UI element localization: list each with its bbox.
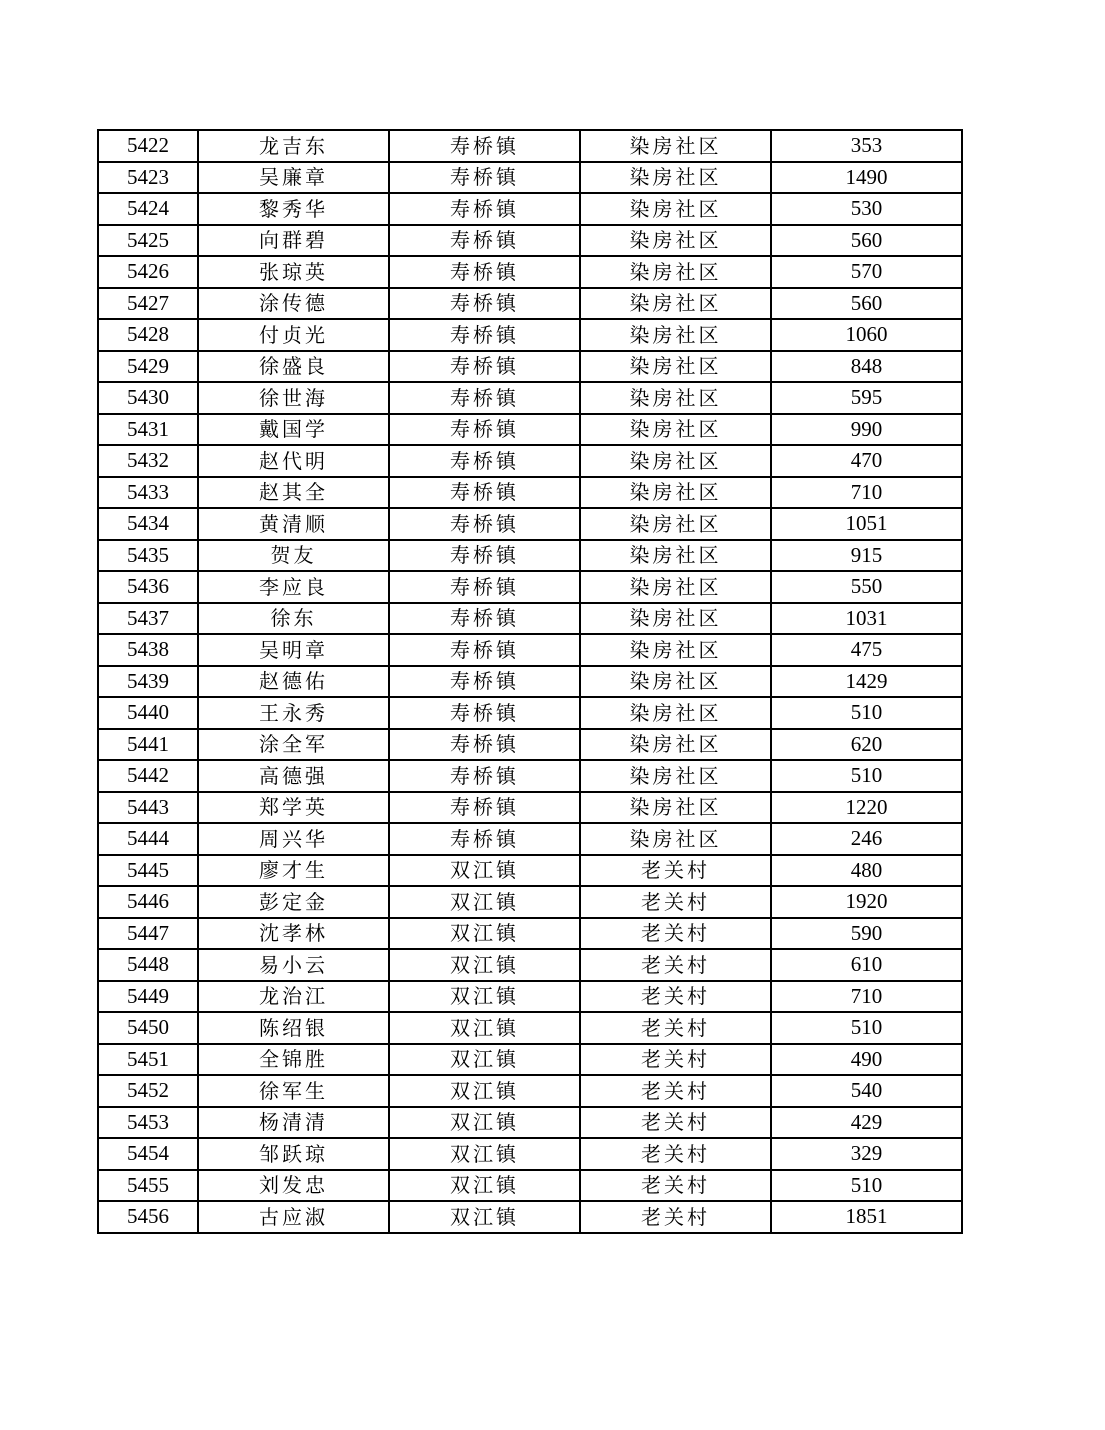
town-cell: 寿桥镇 <box>389 571 580 603</box>
table-row <box>98 477 962 509</box>
name-cell: 廖才生 <box>198 855 389 887</box>
amount-cell: 710 <box>771 477 962 509</box>
table-row <box>98 1044 962 1076</box>
name-cell: 全锦胜 <box>198 1044 389 1076</box>
row-number-cell: 5455 <box>98 1170 198 1202</box>
row-number-cell: 5449 <box>98 981 198 1013</box>
town-cell: 寿桥镇 <box>389 666 580 698</box>
amount-cell: 560 <box>771 225 962 257</box>
row-number-cell: 5441 <box>98 729 198 761</box>
amount-cell: 470 <box>771 445 962 477</box>
town-cell: 寿桥镇 <box>389 256 580 288</box>
row-number-cell: 5434 <box>98 508 198 540</box>
table-row <box>98 351 962 383</box>
data-table <box>97 129 963 1234</box>
name-cell: 王永秀 <box>198 697 389 729</box>
name-cell: 赵其全 <box>198 477 389 509</box>
town-cell: 寿桥镇 <box>389 288 580 320</box>
name-cell: 徐东 <box>198 603 389 635</box>
name-cell: 邹跃琼 <box>198 1138 389 1170</box>
table-row <box>98 414 962 446</box>
row-number-cell: 5439 <box>98 666 198 698</box>
table-row <box>98 1138 962 1170</box>
table-row <box>98 1075 962 1107</box>
amount-cell: 590 <box>771 918 962 950</box>
name-cell: 刘发忠 <box>198 1170 389 1202</box>
row-number-cell: 5436 <box>98 571 198 603</box>
table-row <box>98 193 962 225</box>
village-cell: 染房社区 <box>580 603 771 635</box>
village-cell: 老关村 <box>580 1044 771 1076</box>
village-cell: 染房社区 <box>580 540 771 572</box>
row-number-cell: 5433 <box>98 477 198 509</box>
village-cell: 染房社区 <box>580 288 771 320</box>
row-number-cell: 5428 <box>98 319 198 351</box>
town-cell: 双江镇 <box>389 886 580 918</box>
village-cell: 染房社区 <box>580 477 771 509</box>
row-number-cell: 5426 <box>98 256 198 288</box>
table-row <box>98 760 962 792</box>
name-cell: 涂全军 <box>198 729 389 761</box>
amount-cell: 353 <box>771 130 962 162</box>
table-row <box>98 445 962 477</box>
village-cell: 染房社区 <box>580 571 771 603</box>
name-cell: 龙吉东 <box>198 130 389 162</box>
row-number-cell: 5425 <box>98 225 198 257</box>
town-cell: 双江镇 <box>389 1012 580 1044</box>
village-cell: 染房社区 <box>580 256 771 288</box>
row-number-cell: 5431 <box>98 414 198 446</box>
amount-cell: 610 <box>771 949 962 981</box>
amount-cell: 530 <box>771 193 962 225</box>
village-cell: 染房社区 <box>580 666 771 698</box>
amount-cell: 475 <box>771 634 962 666</box>
name-cell: 向群碧 <box>198 225 389 257</box>
row-number-cell: 5443 <box>98 792 198 824</box>
name-cell: 徐盛良 <box>198 351 389 383</box>
table-row <box>98 1107 962 1139</box>
village-cell: 染房社区 <box>580 508 771 540</box>
name-cell: 周兴华 <box>198 823 389 855</box>
town-cell: 寿桥镇 <box>389 225 580 257</box>
table-row <box>98 225 962 257</box>
town-cell: 寿桥镇 <box>389 319 580 351</box>
row-number-cell: 5424 <box>98 193 198 225</box>
village-cell: 染房社区 <box>580 193 771 225</box>
table-row <box>98 1201 962 1233</box>
table-body <box>98 130 962 1233</box>
village-cell: 染房社区 <box>580 792 771 824</box>
town-cell: 寿桥镇 <box>389 130 580 162</box>
amount-cell: 329 <box>771 1138 962 1170</box>
town-cell: 寿桥镇 <box>389 792 580 824</box>
name-cell: 贺友 <box>198 540 389 572</box>
town-cell: 寿桥镇 <box>389 634 580 666</box>
village-cell: 老关村 <box>580 918 771 950</box>
table-row <box>98 162 962 194</box>
village-cell: 染房社区 <box>580 414 771 446</box>
table-row <box>98 288 962 320</box>
town-cell: 双江镇 <box>389 1201 580 1233</box>
row-number-cell: 5450 <box>98 1012 198 1044</box>
town-cell: 双江镇 <box>389 918 580 950</box>
town-cell: 寿桥镇 <box>389 382 580 414</box>
name-cell: 赵德佑 <box>198 666 389 698</box>
amount-cell: 620 <box>771 729 962 761</box>
town-cell: 寿桥镇 <box>389 351 580 383</box>
row-number-cell: 5422 <box>98 130 198 162</box>
name-cell: 徐军生 <box>198 1075 389 1107</box>
row-number-cell: 5451 <box>98 1044 198 1076</box>
village-cell: 老关村 <box>580 1170 771 1202</box>
name-cell: 赵代明 <box>198 445 389 477</box>
name-cell: 郑学英 <box>198 792 389 824</box>
table-row <box>98 634 962 666</box>
table-row <box>98 823 962 855</box>
amount-cell: 510 <box>771 697 962 729</box>
village-cell: 老关村 <box>580 1075 771 1107</box>
table-row <box>98 382 962 414</box>
table-row <box>98 571 962 603</box>
amount-cell: 570 <box>771 256 962 288</box>
table-row <box>98 603 962 635</box>
name-cell: 付贞光 <box>198 319 389 351</box>
amount-cell: 510 <box>771 1012 962 1044</box>
table-row <box>98 1012 962 1044</box>
name-cell: 陈绍银 <box>198 1012 389 1044</box>
row-number-cell: 5442 <box>98 760 198 792</box>
village-cell: 老关村 <box>580 1107 771 1139</box>
table-row <box>98 256 962 288</box>
amount-cell: 1051 <box>771 508 962 540</box>
table-row <box>98 508 962 540</box>
table-row <box>98 729 962 761</box>
amount-cell: 1851 <box>771 1201 962 1233</box>
town-cell: 寿桥镇 <box>389 823 580 855</box>
name-cell: 徐世海 <box>198 382 389 414</box>
town-cell: 寿桥镇 <box>389 729 580 761</box>
row-number-cell: 5430 <box>98 382 198 414</box>
town-cell: 寿桥镇 <box>389 193 580 225</box>
village-cell: 染房社区 <box>580 162 771 194</box>
town-cell: 寿桥镇 <box>389 540 580 572</box>
village-cell: 染房社区 <box>580 351 771 383</box>
town-cell: 双江镇 <box>389 1107 580 1139</box>
table-row <box>98 130 962 162</box>
amount-cell: 990 <box>771 414 962 446</box>
village-cell: 老关村 <box>580 855 771 887</box>
row-number-cell: 5435 <box>98 540 198 572</box>
name-cell: 黄清顺 <box>198 508 389 540</box>
table-row <box>98 918 962 950</box>
name-cell: 涂传德 <box>198 288 389 320</box>
row-number-cell: 5453 <box>98 1107 198 1139</box>
table-row <box>98 949 962 981</box>
town-cell: 寿桥镇 <box>389 477 580 509</box>
town-cell: 双江镇 <box>389 981 580 1013</box>
amount-cell: 1490 <box>771 162 962 194</box>
town-cell: 双江镇 <box>389 1138 580 1170</box>
table-row <box>98 981 962 1013</box>
amount-cell: 490 <box>771 1044 962 1076</box>
name-cell: 彭定金 <box>198 886 389 918</box>
town-cell: 双江镇 <box>389 1044 580 1076</box>
table-row <box>98 666 962 698</box>
town-cell: 双江镇 <box>389 1170 580 1202</box>
amount-cell: 915 <box>771 540 962 572</box>
table-row <box>98 319 962 351</box>
amount-cell: 560 <box>771 288 962 320</box>
table-row <box>98 855 962 887</box>
town-cell: 寿桥镇 <box>389 603 580 635</box>
village-cell: 老关村 <box>580 1201 771 1233</box>
town-cell: 双江镇 <box>389 855 580 887</box>
village-cell: 老关村 <box>580 1138 771 1170</box>
village-cell: 染房社区 <box>580 225 771 257</box>
village-cell: 染房社区 <box>580 760 771 792</box>
row-number-cell: 5437 <box>98 603 198 635</box>
name-cell: 李应良 <box>198 571 389 603</box>
village-cell: 染房社区 <box>580 697 771 729</box>
name-cell: 杨清清 <box>198 1107 389 1139</box>
row-number-cell: 5452 <box>98 1075 198 1107</box>
town-cell: 寿桥镇 <box>389 445 580 477</box>
name-cell: 吴廉章 <box>198 162 389 194</box>
name-cell: 张琼英 <box>198 256 389 288</box>
amount-cell: 510 <box>771 760 962 792</box>
row-number-cell: 5432 <box>98 445 198 477</box>
village-cell: 染房社区 <box>580 319 771 351</box>
name-cell: 吴明章 <box>198 634 389 666</box>
table-row <box>98 792 962 824</box>
row-number-cell: 5447 <box>98 918 198 950</box>
amount-cell: 510 <box>771 1170 962 1202</box>
row-number-cell: 5454 <box>98 1138 198 1170</box>
name-cell: 古应淑 <box>198 1201 389 1233</box>
table-row <box>98 1170 962 1202</box>
name-cell: 高德强 <box>198 760 389 792</box>
amount-cell: 480 <box>771 855 962 887</box>
table-row <box>98 697 962 729</box>
village-cell: 染房社区 <box>580 382 771 414</box>
village-cell: 染房社区 <box>580 445 771 477</box>
village-cell: 老关村 <box>580 1012 771 1044</box>
table-row <box>98 886 962 918</box>
amount-cell: 540 <box>771 1075 962 1107</box>
village-cell: 染房社区 <box>580 823 771 855</box>
amount-cell: 1060 <box>771 319 962 351</box>
row-number-cell: 5448 <box>98 949 198 981</box>
town-cell: 寿桥镇 <box>389 760 580 792</box>
name-cell: 黎秀华 <box>198 193 389 225</box>
town-cell: 寿桥镇 <box>389 414 580 446</box>
town-cell: 寿桥镇 <box>389 162 580 194</box>
amount-cell: 550 <box>771 571 962 603</box>
amount-cell: 1220 <box>771 792 962 824</box>
amount-cell: 595 <box>771 382 962 414</box>
town-cell: 寿桥镇 <box>389 697 580 729</box>
name-cell: 沈孝林 <box>198 918 389 950</box>
town-cell: 寿桥镇 <box>389 508 580 540</box>
village-cell: 染房社区 <box>580 130 771 162</box>
village-cell: 老关村 <box>580 981 771 1013</box>
village-cell: 老关村 <box>580 949 771 981</box>
row-number-cell: 5440 <box>98 697 198 729</box>
row-number-cell: 5445 <box>98 855 198 887</box>
row-number-cell: 5423 <box>98 162 198 194</box>
village-cell: 染房社区 <box>580 729 771 761</box>
amount-cell: 1920 <box>771 886 962 918</box>
amount-cell: 1031 <box>771 603 962 635</box>
row-number-cell: 5429 <box>98 351 198 383</box>
town-cell: 双江镇 <box>389 949 580 981</box>
name-cell: 戴国学 <box>198 414 389 446</box>
amount-cell: 246 <box>771 823 962 855</box>
name-cell: 易小云 <box>198 949 389 981</box>
amount-cell: 1429 <box>771 666 962 698</box>
name-cell: 龙治江 <box>198 981 389 1013</box>
row-number-cell: 5446 <box>98 886 198 918</box>
village-cell: 染房社区 <box>580 634 771 666</box>
town-cell: 双江镇 <box>389 1075 580 1107</box>
amount-cell: 848 <box>771 351 962 383</box>
table-row <box>98 540 962 572</box>
amount-cell: 429 <box>771 1107 962 1139</box>
row-number-cell: 5444 <box>98 823 198 855</box>
village-cell: 老关村 <box>580 886 771 918</box>
row-number-cell: 5456 <box>98 1201 198 1233</box>
row-number-cell: 5427 <box>98 288 198 320</box>
amount-cell: 710 <box>771 981 962 1013</box>
row-number-cell: 5438 <box>98 634 198 666</box>
